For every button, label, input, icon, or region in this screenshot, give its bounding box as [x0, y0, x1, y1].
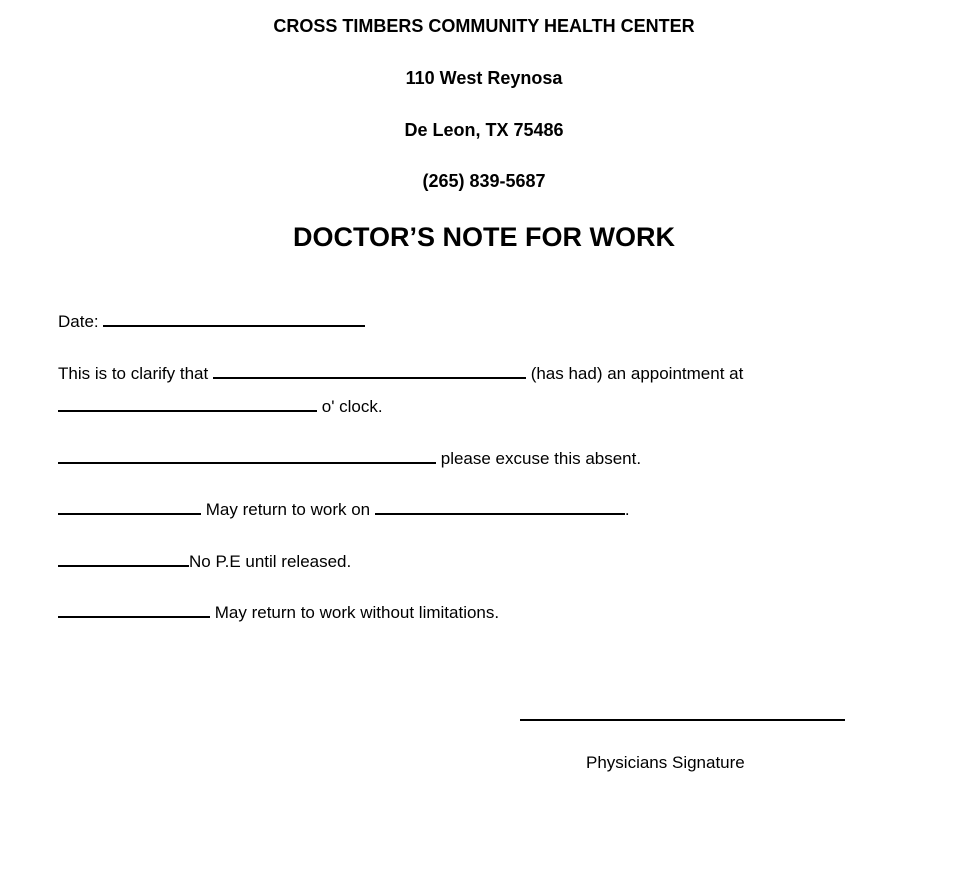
- date-field[interactable]: [103, 307, 365, 327]
- date-row: [58, 307, 365, 333]
- no-limitations-row: [58, 598, 499, 624]
- no-pe-row: [58, 547, 351, 573]
- excuse-row: [58, 444, 641, 470]
- appointment-time-field[interactable]: [58, 392, 317, 412]
- phone-number: (265) 839-5687: [422, 171, 546, 191]
- city-state-zip: De Leon, TX 75486: [404, 120, 564, 140]
- return-date-check-field[interactable]: [58, 495, 201, 515]
- time-suffix: o' clock.: [321, 397, 383, 416]
- no-limitations-check-field[interactable]: [58, 598, 210, 618]
- clarify-prefix: This is to clarify that: [58, 364, 209, 383]
- clarify-suffix: (has had) an appointment at: [530, 364, 744, 383]
- patient-name-field[interactable]: [213, 359, 526, 379]
- excuse-field[interactable]: [58, 444, 436, 464]
- signature-line[interactable]: [520, 719, 845, 721]
- return-date-row: [58, 495, 630, 521]
- return-date-field[interactable]: [375, 495, 625, 515]
- document-title: DOCTOR’S NOTE FOR WORK: [293, 222, 675, 252]
- no-pe-check-field[interactable]: [58, 547, 189, 567]
- return-on-label: May return to work on: [205, 500, 371, 519]
- clarify-row: [58, 359, 743, 385]
- no-pe-label: No P.E until released.: [189, 552, 352, 571]
- date-label: Date:: [58, 312, 99, 331]
- time-row: [58, 392, 383, 418]
- street-address: 110 West Reynosa: [405, 68, 563, 88]
- excuse-suffix: please excuse this absent.: [440, 449, 642, 468]
- signature-label: Physicians Signature: [586, 753, 745, 772]
- return-on-period: .: [624, 500, 630, 519]
- organization-name: CROSS TIMBERS COMMUNITY HEALTH CENTER: [273, 16, 695, 36]
- no-limitations-label: May return to work without limitations.: [214, 603, 500, 622]
